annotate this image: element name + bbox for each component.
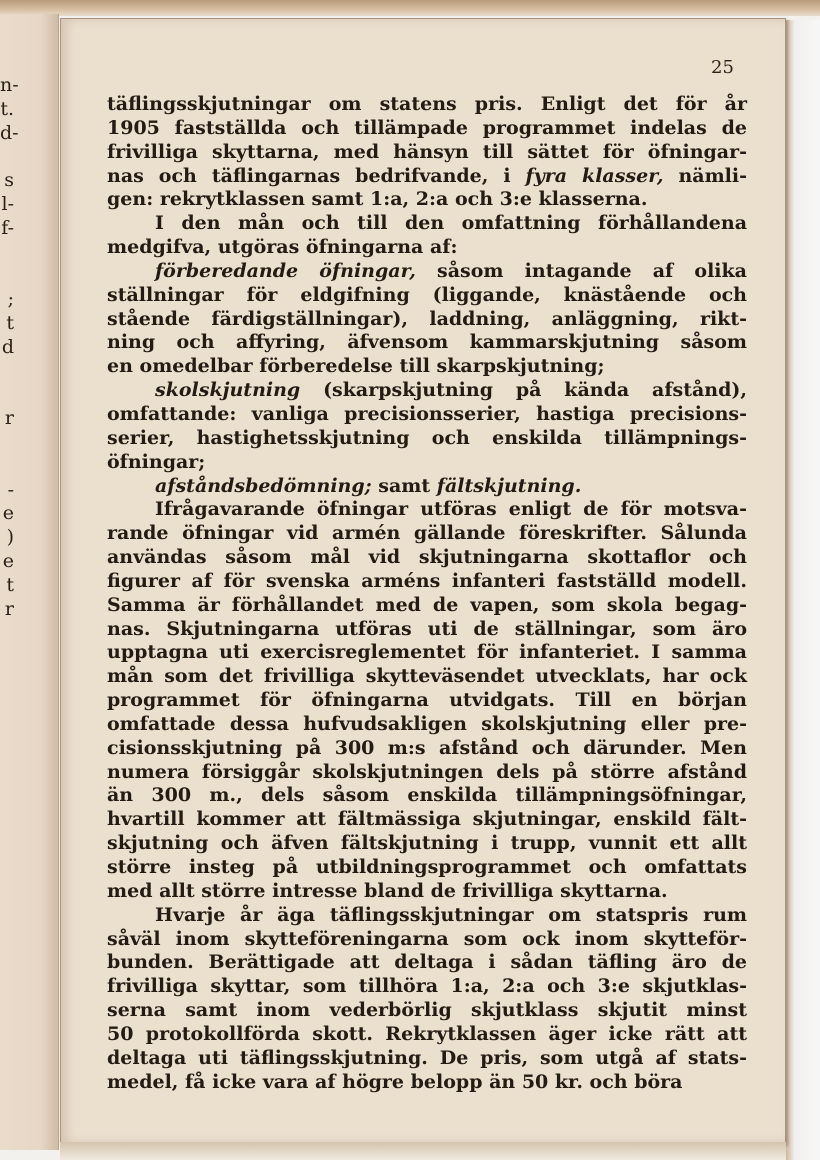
previous-page-fragment: ; — [7, 288, 14, 311]
page-body-text — [107, 93, 747, 1094]
text-segment: nämli- — [663, 164, 747, 187]
text-segment: täflingsskjutningar om statens pris. Enligt det för år — [107, 93, 747, 115]
text-line — [107, 308, 747, 332]
text-line — [107, 427, 747, 451]
text-segment: medgifva, utgöras öfningarna af: — [107, 236, 458, 259]
text-segment: frivilliga skyttar, som tillhöra 1:a, 2:a och 3:e skjutklas- — [107, 975, 747, 998]
text-line — [107, 188, 747, 212]
text-segment: ning och affyring, äfvensom kammarskjutning såsom — [107, 331, 747, 354]
text-segment: Samma är förhållandet med de vapen, som skola begag- — [107, 593, 747, 616]
text-line — [107, 141, 747, 165]
italic-term: fyra klasser, — [525, 164, 664, 187]
previous-page-fragment: - — [7, 478, 14, 501]
text-segment: cisionsskjutning på 300 m:s afstånd och därunder. Men — [107, 736, 747, 759]
text-line — [107, 236, 747, 260]
text-line — [107, 594, 747, 618]
text-line — [107, 498, 747, 522]
previous-page-fragment: t — [6, 573, 14, 596]
text-line — [107, 117, 747, 141]
text-segment: 1905 fastställda och tillämpade programmet indelas de — [107, 116, 747, 139]
text-segment: såväl inom skytteföreningarna som ock inom skytteför- — [107, 927, 747, 950]
previous-page-fragment: f- — [1, 216, 14, 239]
text-line — [107, 546, 747, 570]
text-line — [107, 928, 747, 952]
previous-page-fragment: l- — [1, 192, 14, 215]
text-line — [107, 403, 747, 427]
text-line — [107, 832, 747, 856]
text-line — [107, 856, 747, 880]
italic-term: skolskjutning — [155, 379, 301, 402]
text-line — [107, 284, 747, 308]
previous-page-fragment: d — [1, 335, 14, 358]
text-segment: programmet för öfningarna utvidgats. Till en början — [107, 689, 747, 712]
text-line — [107, 951, 747, 975]
text-line — [107, 737, 747, 761]
text-segment: mån som det frivilliga skytteväsendet utvecklats, har ock — [107, 665, 747, 688]
previous-page-fragment — [0, 264, 14, 288]
text-line — [107, 1071, 747, 1095]
previous-page-fragment — [0, 241, 14, 265]
text-line — [107, 808, 747, 832]
text-segment: 50 protokollförda skott. Rekrytklassen äger icke rätt att — [107, 1022, 747, 1045]
previous-page-fragment: n- — [0, 74, 19, 96]
text-line — [107, 761, 747, 785]
text-segment: numera försiggår skolskjutningen dels på större afstånd — [107, 760, 747, 783]
text-segment: deltaga uti täflingsskjutning. De pris, som utgå af stats- — [107, 1046, 747, 1069]
text-line — [107, 880, 747, 904]
text-segment: öfningar; — [107, 450, 206, 473]
text-segment: skjutning och äfven fältskjutning i trupp, vunnit ett allt — [107, 832, 747, 855]
text-segment: frivilliga skyttarna, med hänsyn till sättet för öfningar- — [107, 140, 747, 163]
text-segment: Hvarje år äga täflingsskjutningar om statspris rum — [155, 903, 747, 926]
text-segment: stående färdigställningar), laddning, anläggning, rikt- — [107, 307, 747, 330]
text-line — [107, 999, 747, 1023]
previous-page-fragment — [0, 383, 14, 407]
text-line — [107, 641, 747, 665]
text-segment: samt — [371, 474, 437, 497]
text-line — [107, 1023, 747, 1047]
text-segment: nas och täflingarnas bedrifvande, i — [107, 164, 526, 187]
text-segment: Ifrågavarande öfningar utföras enligt de för motsva- — [155, 498, 747, 521]
text-segment: ställningar för eldgifning (liggande, knästående och — [107, 283, 747, 306]
text-line — [107, 212, 747, 236]
text-segment: I den mån och till den omfattning förhållandena — [155, 212, 747, 235]
previous-page-text-fragments — [0, 74, 19, 621]
previous-page-fragment — [0, 145, 14, 169]
text-line — [107, 331, 747, 355]
text-line — [107, 665, 747, 689]
italic-term: förberedande öfningar, — [155, 259, 416, 282]
previous-page-fragment: e — [2, 502, 14, 525]
text-line — [107, 260, 747, 284]
text-line — [107, 93, 747, 117]
text-line — [107, 379, 747, 403]
text-segment: bunden. Berättigade att deltaga i sådan täfling äro de — [107, 951, 747, 974]
text-segment: (skarpskjutning på kända afstånd), — [300, 379, 747, 402]
text-segment: omfattande: vanliga precisionsserier, hastiga precisions- — [107, 402, 747, 425]
text-segment: hvartill kommer att fältmässiga skjutningar, enskild fält- — [107, 808, 747, 831]
book-cover-edge — [784, 20, 820, 1160]
text-segment: medel, få icke vara af högre belopp än 50 kr. och böra — [107, 1070, 683, 1093]
text-line — [107, 522, 747, 546]
text-segment: omfattade dessa hufvudsakligen skolskjutning eller pre- — [107, 712, 747, 735]
text-line — [107, 975, 747, 999]
previous-page-fragment: t. — [0, 97, 14, 120]
text-segment: upptagna uti exercisreglementet för infanteriet. I samma — [107, 641, 747, 664]
text-line — [107, 784, 747, 808]
previous-page-fragment: d- — [0, 121, 19, 144]
text-segment: såsom intagande af olika — [415, 259, 747, 282]
top-page-edge — [0, 0, 820, 16]
text-line — [107, 570, 747, 594]
page-number: 25 — [711, 57, 734, 78]
previous-page-fragment — [0, 431, 14, 455]
text-line — [107, 1047, 747, 1071]
text-segment: användas såsom mål vid skjutningarna skottaflor och — [107, 546, 747, 569]
previous-page-fragment: e — [2, 549, 14, 572]
text-segment: än 300 m., dels såsom enskilda tillämpningsöfningar, — [107, 784, 747, 807]
text-segment: större insteg på utbildningsprogrammet och omfattats — [107, 856, 747, 878]
text-segment: rande öfningar vid armén gällande föreskrifter. Sålunda — [107, 522, 747, 545]
text-segment: serier, hastighetsskjutning och enskilda tillämpnings- — [107, 426, 747, 449]
text-segment: en omedelbar förberedelse till skarpskjutning; — [107, 355, 605, 378]
previous-page-edge — [0, 14, 59, 1150]
text-segment: gen: rekrytklassen samt 1:a, 2:a och 3:e klasserna. — [107, 188, 648, 211]
previous-page-fragment: t — [6, 311, 14, 334]
page-bottom-shadow — [60, 1142, 786, 1160]
text-segment: med allt större intresse bland de frivilliga skyttarna. — [107, 879, 668, 902]
text-segment: serna samt inom vederbörlig skjutklass skjutit minst — [107, 999, 747, 1022]
text-line — [107, 713, 747, 737]
text-line — [107, 904, 747, 928]
previous-page-fragment — [0, 455, 14, 479]
text-line — [107, 618, 747, 642]
text-line — [107, 689, 747, 713]
previous-page-fragment: s — [4, 169, 14, 192]
text-line — [107, 355, 747, 379]
text-segment: figurer af för svenska arméns infanteri fastställd modell. — [107, 569, 747, 592]
previous-page-fragment: r — [4, 597, 14, 620]
italic-term: fältskjutning. — [436, 474, 582, 497]
text-line — [107, 475, 747, 499]
previous-page-fragment: r — [4, 407, 14, 430]
italic-term: afståndsbedömning; — [155, 474, 372, 497]
text-line — [107, 165, 747, 189]
text-segment: nas. Skjutningarna utföras uti de ställningar, som äro — [107, 617, 747, 640]
previous-page-fragment: ) — [6, 526, 14, 549]
previous-page-fragment — [0, 360, 14, 384]
text-line — [107, 451, 747, 475]
